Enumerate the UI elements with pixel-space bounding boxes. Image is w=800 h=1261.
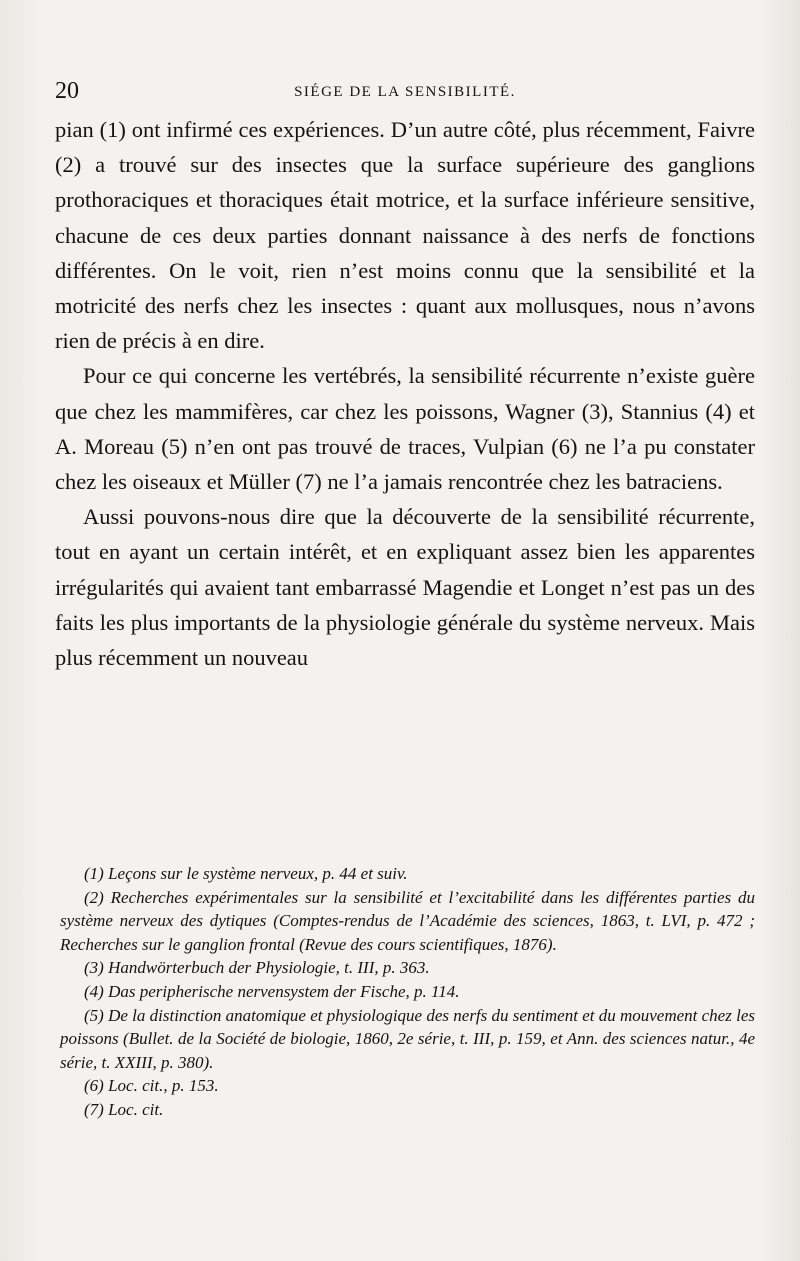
footnote: (6) Loc. cit., p. 153. — [84, 1076, 219, 1096]
footnote: (4) Das peripherische nervensystem der Fische, p. 114. — [84, 981, 460, 1001]
footnote: (7) Loc. cit. — [84, 1099, 164, 1119]
page-number: 20 — [55, 78, 79, 104]
paragraph: Aussi pouvons-nous dire que la découverte de la sensibilité récurrente, tout en ayant un certain intérêt, et en expliquant assez bien les apparentes irrégularités qui avaient tant embarrassé Magendie et Longet n’est pas un des faits les plus importants de la physiologie générale du système nerveux. Mais plus récemment un nouveau — [55, 504, 755, 671]
footnote: (1) Leçons sur le système nerveux, p. 44 et suiv. — [84, 864, 408, 883]
footnote: (3) Handwörterbuch der Physiologie, t. III, p. 363. — [84, 958, 430, 978]
page-header — [55, 78, 755, 108]
footnote: (5) De la distinction anatomique et physiologique des nerfs du sentiment et du mouvement chez les poissons (Bullet. de la Société de biologie, 1860, 2e série, t. III, p. 159, et Ann. des sciences natur., 4e série, t. XXIII, p. 380). — [60, 1005, 755, 1072]
main-text — [55, 112, 755, 675]
footnote: (2) Recherches expérimentales sur la sensibilité et l’excitabilité dans les différentes parties du système nerveux des dytiques (Comptes-rendus de l’Académie des sciences, 1863, t. LVI, p. 472 ; Recherches sur le ganglion frontal (Revue des cours scientifiques, 1876). — [60, 887, 755, 954]
running-title: SIÉGE DE LA SENSIBILITÉ. — [294, 84, 516, 100]
footnotes — [60, 862, 755, 1122]
paragraph: pian (1) ont infirmé ces expériences. D’un autre côté, plus récemment, Faivre (2) a trouvé sur des insectes que la surface supérieure des ganglions prothoraciques et thoraciques était motrice, et la surface inférieure sensitive, chacune de ces deux parties donnant naissance à des nerfs de fonctions différentes. On le voit, rien n’est moins connu que la sensibilité et la motricité des nerfs chez les insectes : quant aux mollusques, nous n’avons rien de précis à en dire. — [55, 117, 755, 354]
paragraph: Pour ce qui concerne les vertébrés, la sensibilité récurrente n’existe guère que chez les mammifères, car chez les poissons, Wagner (3), Stannius (4) et A. Moreau (5) n’en ont pas trouvé de traces, Vulpian (6) ne l’a pu constater chez les oiseaux et Müller (7) ne l’a jamais rencontrée chez les batraciens. — [55, 363, 755, 495]
